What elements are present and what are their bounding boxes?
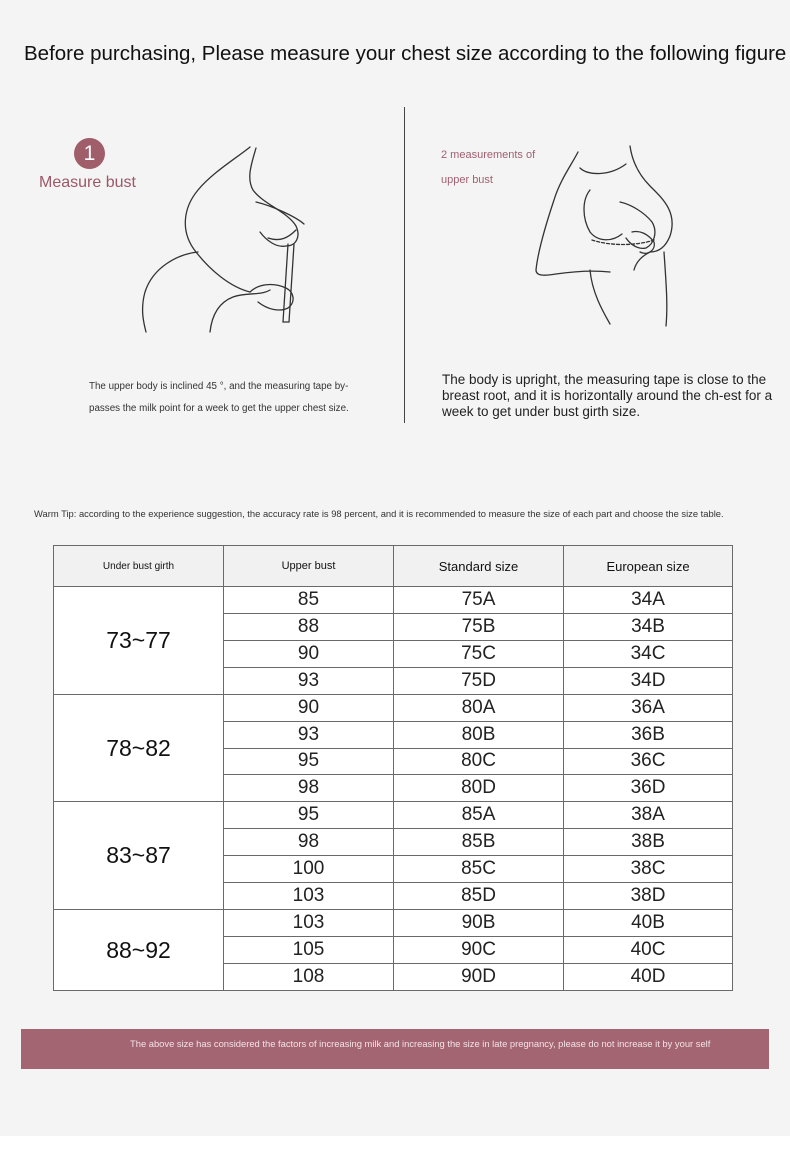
right-label-line-1: 2 measurements of bbox=[441, 149, 536, 161]
standard-size-cell: 90D bbox=[394, 963, 564, 990]
european-size-cell: 34C bbox=[564, 640, 733, 667]
table-row bbox=[54, 910, 733, 937]
header-upper-bust: Upper bust bbox=[224, 546, 394, 587]
standard-size-cell: 75C bbox=[394, 640, 564, 667]
standard-size-cell: 80C bbox=[394, 748, 564, 775]
step-number-badge: 1 bbox=[74, 138, 105, 169]
standard-size-cell: 75D bbox=[394, 667, 564, 694]
under-bust-range-cell: 78~82 bbox=[54, 694, 224, 802]
table-row bbox=[54, 802, 733, 829]
european-size-cell: 40D bbox=[564, 963, 733, 990]
european-size-cell: 40B bbox=[564, 910, 733, 937]
size-table-header bbox=[54, 546, 733, 587]
left-caption-line-2: passes the milk point for a week to get the upper chest size. bbox=[89, 403, 349, 414]
standard-size-cell: 90B bbox=[394, 910, 564, 937]
upper-bust-cell: 95 bbox=[224, 802, 394, 829]
standard-size-cell: 80A bbox=[394, 694, 564, 721]
standard-size-cell: 80D bbox=[394, 775, 564, 802]
standard-size-cell: 75A bbox=[394, 587, 564, 614]
header-european-size: European size bbox=[564, 546, 733, 587]
upper-bust-cell: 98 bbox=[224, 775, 394, 802]
upper-bust-cell: 93 bbox=[224, 667, 394, 694]
warm-tip: Warm Tip: according to the experience suggestion, the accuracy rate is 98 percent, and it is recommended to measure the size of each part and choose the size table. bbox=[34, 508, 724, 519]
european-size-cell: 34B bbox=[564, 613, 733, 640]
upper-bust-cell: 95 bbox=[224, 748, 394, 775]
right-label-line-2: upper bust bbox=[441, 174, 493, 186]
upper-bust-cell: 93 bbox=[224, 721, 394, 748]
table-row bbox=[54, 694, 733, 721]
european-size-cell: 36B bbox=[564, 721, 733, 748]
upper-bust-cell: 90 bbox=[224, 640, 394, 667]
header-standard-size: Standard size bbox=[394, 546, 564, 587]
upper-bust-cell: 105 bbox=[224, 936, 394, 963]
upper-bust-cell: 103 bbox=[224, 910, 394, 937]
footer-banner bbox=[21, 1029, 769, 1069]
under-bust-range-cell: 73~77 bbox=[54, 587, 224, 695]
header-under-bust-girth: Under bust girth bbox=[54, 546, 224, 587]
left-caption bbox=[89, 376, 389, 420]
standard-size-cell: 85C bbox=[394, 856, 564, 883]
european-size-cell: 36A bbox=[564, 694, 733, 721]
standard-size-cell: 85A bbox=[394, 802, 564, 829]
size-table bbox=[53, 545, 733, 991]
under-bust-range-cell: 88~92 bbox=[54, 910, 224, 991]
upper-bust-cell: 98 bbox=[224, 829, 394, 856]
upper-bust-cell: 90 bbox=[224, 694, 394, 721]
standard-size-cell: 75B bbox=[394, 613, 564, 640]
upper-bust-cell: 103 bbox=[224, 883, 394, 910]
under-bust-range-cell: 83~87 bbox=[54, 802, 224, 910]
inclined-torso-illustration bbox=[138, 142, 338, 337]
standard-size-cell: 85D bbox=[394, 883, 564, 910]
upper-bust-cell: 85 bbox=[224, 587, 394, 614]
step-label: Measure bust bbox=[39, 174, 136, 191]
standard-size-cell: 80B bbox=[394, 721, 564, 748]
left-caption-line-1: The upper body is inclined 45 °, and the measuring tape by- bbox=[89, 381, 349, 392]
header-row bbox=[54, 546, 733, 587]
european-size-cell: 40C bbox=[564, 936, 733, 963]
european-size-cell: 34D bbox=[564, 667, 733, 694]
table-row bbox=[54, 587, 733, 614]
european-size-cell: 38D bbox=[564, 883, 733, 910]
upper-bust-cell: 88 bbox=[224, 613, 394, 640]
page-title: Before purchasing, Please measure your chest size according to the following figure bbox=[24, 42, 787, 65]
standard-size-cell: 90C bbox=[394, 936, 564, 963]
upper-bust-cell: 108 bbox=[224, 963, 394, 990]
european-size-cell: 38B bbox=[564, 829, 733, 856]
european-size-cell: 34A bbox=[564, 587, 733, 614]
european-size-cell: 38A bbox=[564, 802, 733, 829]
right-caption: The body is upright, the measuring tape is close to the breast root, and it is horizontally around the ch-est for a week to get under bust girth size. bbox=[442, 372, 773, 419]
panel-divider bbox=[404, 107, 405, 423]
size-table-body bbox=[54, 587, 733, 991]
footer-note: The above size has considered the factors of increasing milk and increasing the size in late pregnancy, please do not increase it by your self bbox=[130, 1038, 711, 1049]
european-size-cell: 38C bbox=[564, 856, 733, 883]
standard-size-cell: 85B bbox=[394, 829, 564, 856]
bottom-band bbox=[0, 1136, 790, 1164]
upper-bust-cell: 100 bbox=[224, 856, 394, 883]
european-size-cell: 36C bbox=[564, 748, 733, 775]
european-size-cell: 36D bbox=[564, 775, 733, 802]
upright-torso-illustration bbox=[530, 142, 700, 328]
